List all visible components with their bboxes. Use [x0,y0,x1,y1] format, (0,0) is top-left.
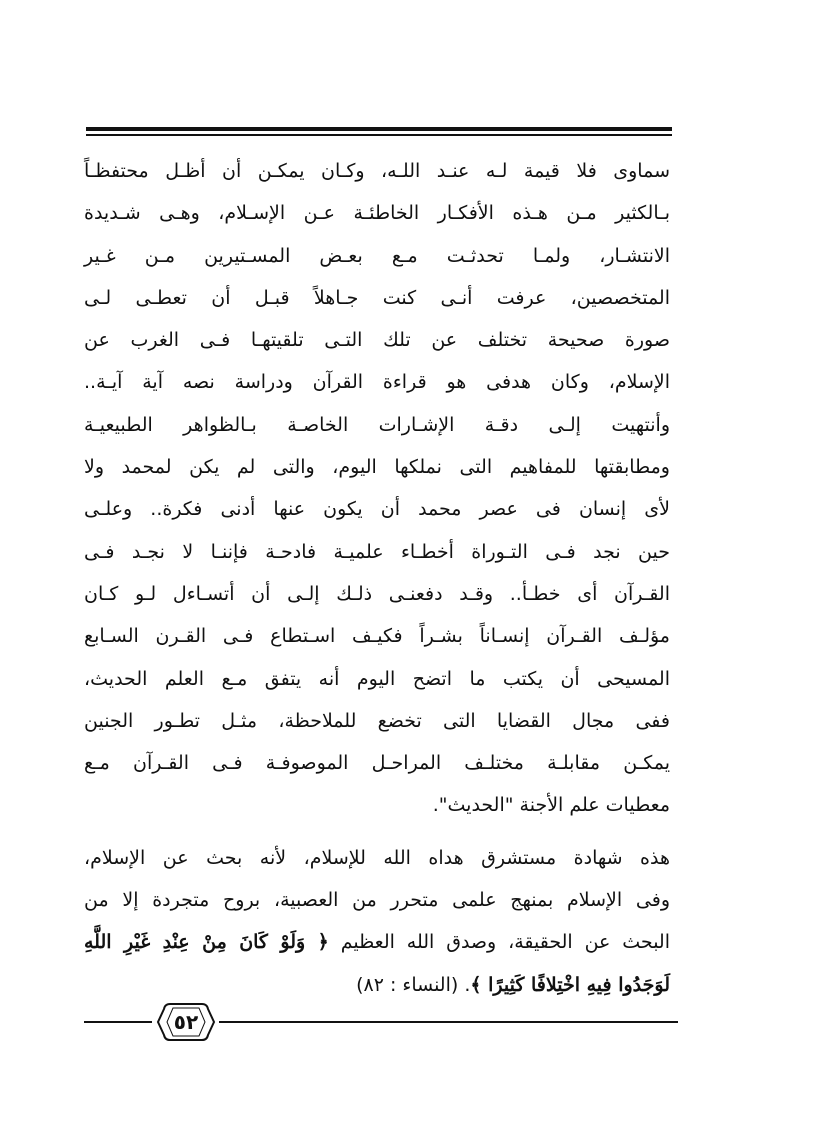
text-line: يمكـن مقابلـة مختلـف المراحـل الموصوفـة فـى القـرآن مـع [84,752,670,775]
text-line: ومطابقتها للمفاهيم التى نملكها اليوم، والتى لم يكن لمحمد ولا [84,456,670,479]
text-line: الإسلام، وكان هدفى هو قراءة القرآن ودراسة نصه آية آيـة.. [84,371,670,394]
text-line-with-verse [84,921,670,963]
body-text [84,150,670,1006]
text-line: لأى إنسان فى عصر محمد أن يكون عنها أدنى فكرة.. وعلـى [84,498,670,521]
text-line: حين نجد فـى التـوراة أخطـاء علميـة فادحـة فإننـا لا نجـد فـى [84,540,670,563]
page-number-badge [156,1000,216,1044]
text-line: وفى الإسلام بمنهج علمى متحرر من العصبية، بروح متجردة إلا من [84,889,670,912]
text-fragment: البحث عن الحقيقة، وصدق الله العظيم [340,931,670,954]
quran-verse: ﴿ وَلَوْ كَانَ مِنْ عِنْدِ غَيْرِ اللَّهِ [84,931,329,954]
footer-rule-left [84,1021,152,1023]
quran-verse: لَوَجَدُوا فِيهِ اخْتِلافًا كَثِيرًا ﴾ [470,973,670,996]
text-line: مؤلـف القـرآن إنسـاناً بشـراً فكيـف اسـتطاع فـى القـرن السـابع [84,625,670,648]
text-line: سماوى فلا قيمة لـه عنـد اللـه، وكـان يمكـن أن أظـل محتفظـاً [84,160,670,182]
text-line: هذه شهادة مستشرق هداه الله للإسلام، لأنه بحث عن الإسلام، [84,846,670,869]
text-line: صورة صحيحة تختلف عن تلك التـى تلقيتهـا فـى الغرب عن [84,329,670,352]
verse-citation: . (النساء : ٨٢) [356,973,471,996]
text-line: المتخصصين، عرفت أنـى كنت جـاهلاً قبـل أن تعطـى لـى [84,286,670,309]
header-rule-thin [86,134,672,136]
text-line: بـالكثير مـن هـذه الأفكـار الخاطئـة عـن الإسـلام، وهـى شـديدة [84,202,670,225]
text-line: ففى مجال القضايا التى تخضع للملاحظة، مثـل تطـور الجنين [84,709,670,732]
page-footer [84,1000,678,1050]
page-number: ٥٢ [173,1010,199,1034]
text-line: الانتشـار، ولمـا تحدثـت مـع بعـض المسـتيرين مـن غـير [84,244,670,267]
text-line: المسيحى أن يكتب ما اتضح اليوم أنه يتفق مـع العلم الحديث، [84,667,670,690]
text-line: معطيات علم الأجنة "الحديث". [432,794,670,817]
text-line: وأنتهيت إلـى دقـة الإشـارات الخاصـة بـالظواهر الطبيعيـة [84,413,670,436]
footer-rule-right [219,1021,678,1023]
header-rule-thick [86,127,672,131]
text-line: القـرآن أى خطـأ.. وقـد دفعنـى ذلـك إلـى أن أتسـاءل لـو كـان [84,582,670,605]
